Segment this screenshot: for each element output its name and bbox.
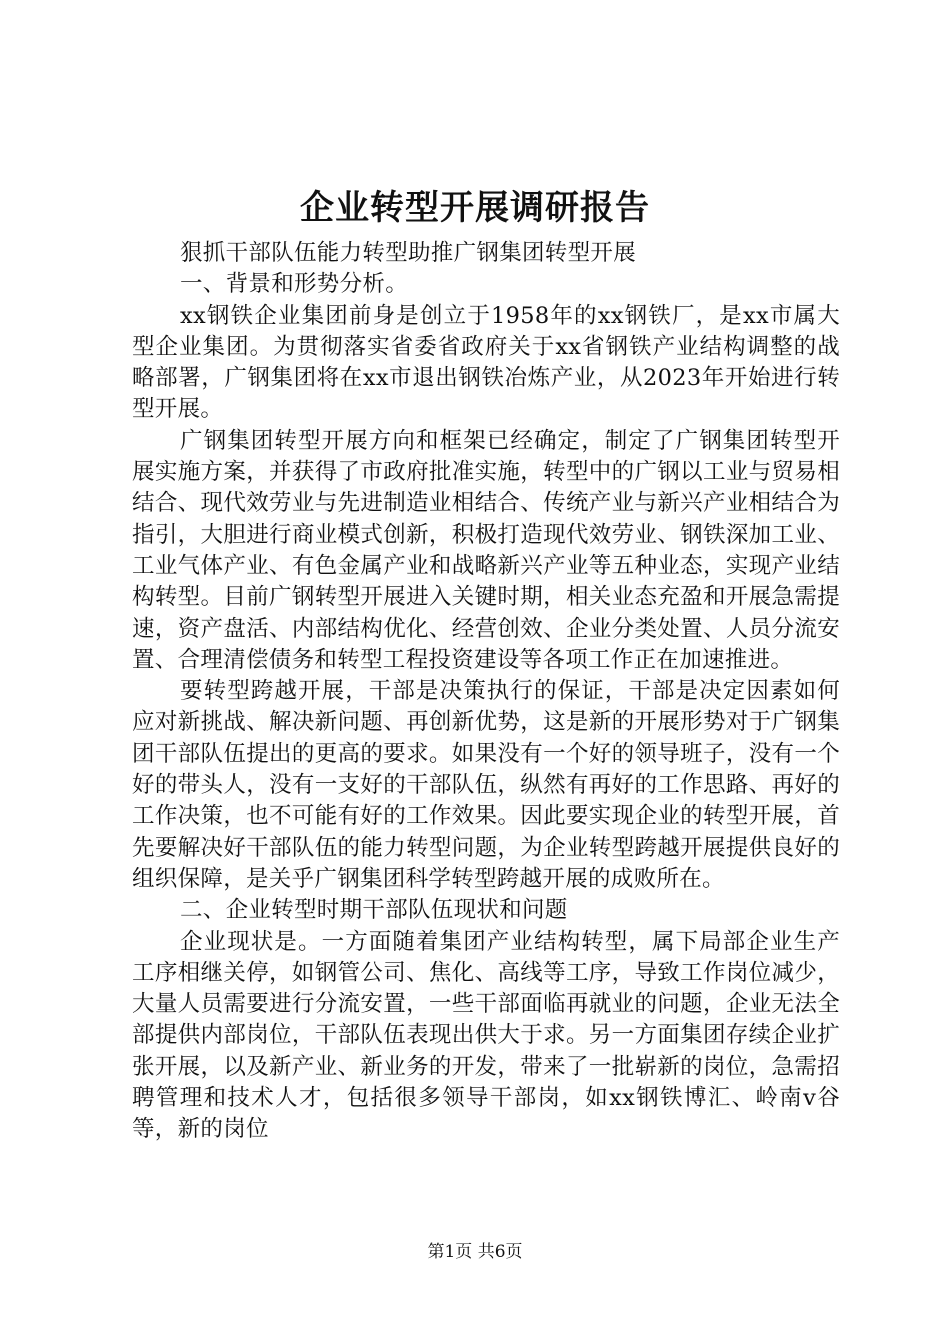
document-body: [132, 238, 840, 1146]
paragraph: 要转型跨越开展，干部是决策执行的保证，干部是决定因素如何应对新挑战、解决新问题、再创新优势，这是新的开展形势对于广钢集团干部队伍提出的更高的要求。如果没有一个好的领导班子，没有一个好的带头人，没有一支好的干部队伍，纵然有再好的工作思路、再好的工作决策，也不可能有好的工作效果。因此要实现企业的转型开展，首先要解决好干部队伍的能力转型问题，为企业转型跨越开展提供良好的组织保障，是关乎广钢集团科学转型跨越开展的成败所在。: [132, 678, 840, 892]
paragraph: xx钢铁企业集团前身是创立于1958年的xx钢铁厂，是xx市属大型企业集团。为贯彻落实省委省政府关于xx省钢铁产业结构调整的战略部署，广钢集团将在xx市退出钢铁冶炼产业，从2023年开始进行转型开展。: [132, 302, 840, 423]
page-number-footer: 第1页 共6页: [427, 1242, 523, 1262]
paragraph: 企业现状是。一方面随着集团产业结构转型，属下局部企业生产工序相继关停，如钢管公司、焦化、高线等工序，导致工作岗位减少，大量人员需要进行分流安置，一些干部面临再就业的问题，企业无法全部提供内部岗位，干部队伍表现出供大于求。另一方面集团存续企业扩张开展，以及新产业、新业务的开发，带来了一批崭新的岗位，急需招聘管理和技术人才，包括很多领导干部岗，如xx钢铁博汇、岭南v谷等，新的岗位: [132, 928, 840, 1143]
paragraph: 广钢集团转型开展方向和框架已经确定，制定了广钢集团转型开展实施方案，并获得了市政府批准实施，转型中的广钢以工业与贸易相结合、现代效劳业与先进制造业相结合、传统产业与新兴产业相结合为指引，大胆进行商业模式创新，积极打造现代效劳业、钢铁深加工业、工业气体产业、有色金属产业和战略新兴产业等五种业态，实现产业结构转型。目前广钢转型开展进入关键时期，相关业态充盈和开展急需提速，资产盘活、内部结构优化、经营创效、企业分类处置、人员分流安置、合理清偿债务和转型工程投资建设等各项工作正在加速推进。: [132, 427, 840, 673]
document-title: 企业转型开展调研报告: [300, 188, 650, 228]
document-subtitle: 狠抓干部队伍能力转型助推广钢集团转型开展: [180, 240, 637, 266]
section-heading-1: 一、背景和形势分析。: [180, 271, 409, 298]
section-heading-2: 二、企业转型时期干部队伍现状和问题: [180, 897, 568, 924]
